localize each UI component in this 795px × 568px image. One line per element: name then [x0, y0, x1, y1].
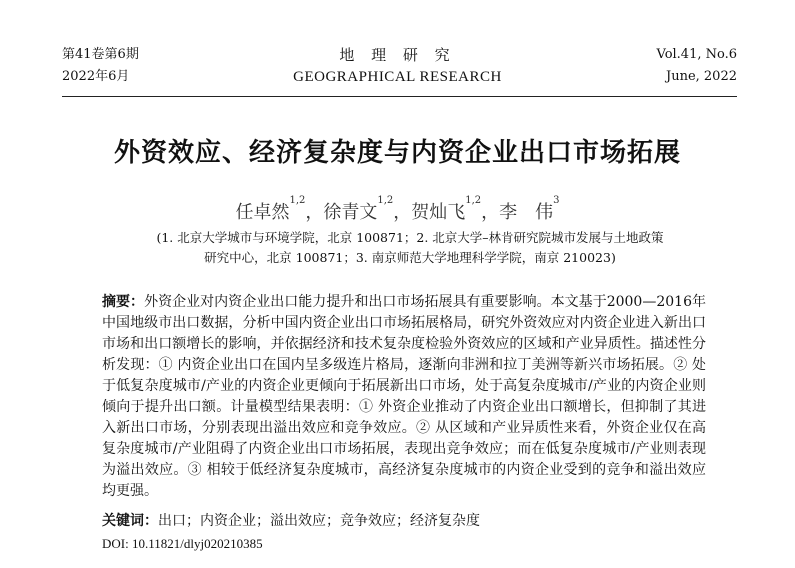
author-affiliation-mark: 1,2	[377, 195, 394, 206]
author-name: 李 伟	[499, 202, 554, 223]
keywords-label: 关键词：	[102, 513, 158, 529]
affiliations-line: (1. 北京大学城市与环境学院，北京 100871；2. 北京大学–林肯研究院城市发展与土地政策	[156, 230, 664, 245]
author-list	[0, 195, 795, 224]
author-separator: ，	[393, 202, 412, 223]
author-name: 任卓然	[235, 202, 290, 223]
doi[interactable]: DOI: 10.11821/dlyj020210385	[102, 536, 263, 551]
author-name: 贺灿飞	[411, 202, 466, 223]
author-separator: ，	[481, 202, 500, 223]
affiliations	[150, 228, 670, 268]
header-right	[657, 44, 738, 88]
publication-date-en: June, 2022	[666, 69, 737, 84]
keywords	[102, 511, 480, 532]
author-affiliation-mark: 1,2	[289, 195, 306, 206]
author-affiliation-mark: 3	[553, 195, 560, 206]
keywords-text: 出口；内资企业；溢出效应；竞争效应；经济复杂度	[158, 513, 480, 529]
abstract-label: 摘要：	[102, 294, 145, 310]
volume-number-en: Vol.41, No.6	[656, 47, 737, 62]
journal-name-en: GEOGRAPHICAL RESEARCH	[293, 69, 502, 85]
journal-name-cn: 地 理 研 究	[339, 46, 456, 64]
article-title: 外资效应、经济复杂度与内资企业出口市场拓展	[113, 138, 681, 168]
author-affiliation-mark: 1,2	[465, 195, 482, 206]
volume-issue: 第41卷第6期	[62, 47, 139, 62]
author-separator: ，	[305, 202, 324, 223]
affiliations-line: 研究中心，北京 100871；3. 南京师范大学地理科学学院，南京 210023)	[204, 250, 616, 265]
abstract-text: 外资企业对内资企业出口能力提升和出口市场拓展具有重要影响。本文基于2000—2016年中国地级市出口数据，分析中国内资企业出口市场拓展格局，研究外资效应对内资企业进入新出口市场和出口额增长的影响，并依据经济和技术复杂度检验外资效应的区域和产业异质性。描述性分析发现：① 内资企业出口在国内呈多级连片格局，逐渐向非洲和拉丁美洲等新兴市场拓展。② 处于低复杂度城市/产业的内资企业更倾向于拓展新出口市场，处于高复杂度城市/产业的内资企业则倾向于提升出口额。计量模型结果表明：① 外资企业推动了内资企业出口额增长，但抑制了其进入新出口市场，分别表现出溢出效应和竞争效应。② 从区域和产业异质性来看，外资企业仅在高复杂度城市/产业阻碍了内资企业出口市场拓展，表现出竞争效应；而在低复杂度城市/产业则表现为溢出效应。③ 相较于低经济复杂度城市，高经济复杂度城市的内资企业受到的竞争和溢出效应均更强。	[102, 294, 706, 499]
abstract	[102, 292, 706, 502]
author-name: 徐青文	[323, 202, 378, 223]
header-rule	[62, 96, 737, 97]
publication-date-cn: 2022年6月	[62, 69, 130, 84]
